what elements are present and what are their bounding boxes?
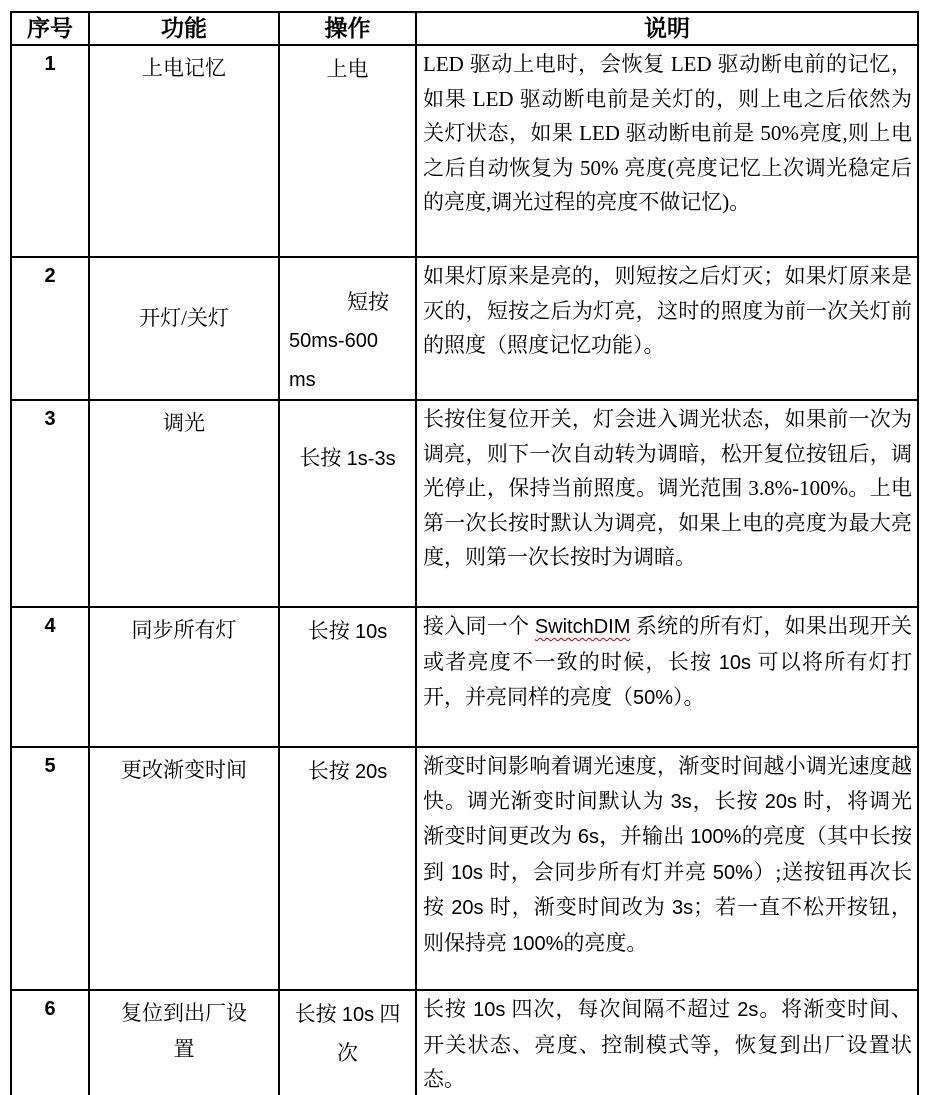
latin-text: 50% — [579, 155, 619, 180]
row2-function: 开灯/关灯 — [89, 257, 279, 400]
latin-text: ms — [289, 369, 316, 391]
function-table — [10, 11, 919, 1095]
row3-description: 长按住复位开关，灯会进入调光状态，如果前一次为调亮，则下一次自动转为调暗，松开复位按钮后，调光停止，保持当前照度。调光范围 3.8%-100%。上电第一次长按时默认为调亮，如果上电的亮度为最大亮度，则第一次长按时为调暗。 — [416, 400, 918, 607]
latin-text: 3s — [671, 897, 694, 920]
row1-function: 上电记忆 — [89, 45, 279, 257]
row3-index: 3 — [11, 400, 89, 607]
row6-function: 复位到出厂设置 — [89, 990, 279, 1095]
latin-text: 3s — [670, 790, 692, 813]
header-operation: 操作 — [279, 12, 416, 45]
table-row — [11, 45, 918, 257]
latin-text: LED — [579, 121, 620, 146]
latin-text: LED — [472, 86, 514, 111]
table-row — [11, 747, 918, 990]
row6-index: 6 — [11, 990, 89, 1095]
row1-operation: 上电 — [279, 45, 416, 257]
latin-text: 50ms-600 — [289, 330, 378, 352]
latin-text: 1s-3s — [346, 448, 396, 470]
latin-text: SwitchDIM — [534, 616, 631, 638]
latin-text: LED — [670, 52, 712, 76]
row6-description: 长按 10s 四次，每次间隔不超过 2s。将渐变时间、开关状态、亮度、控制模式等，恢复到出厂设置状态。 — [416, 990, 918, 1095]
header-row — [11, 12, 918, 45]
row5-description: 渐变时间影响着调光速度，渐变时间越小调光速度越快。调光渐变时间默认为 3s，长按 20s 时，将调光渐变时间更改为 6s，并输出 100%的亮度（其中长按到 10s 时，会同步所有灯并亮 50%）;送按钮再次长按 20s 时，渐变时间改为 3s；若一直不松开按钮，则保持亮 100%的亮度。 — [416, 747, 918, 990]
latin-text: 50% — [633, 687, 674, 710]
row5-index: 5 — [11, 747, 89, 990]
latin-text: 10s — [718, 651, 751, 674]
row4-operation: 长按 10s — [279, 607, 416, 747]
header-index: 序号 — [11, 12, 89, 45]
row2-operation: 短按 50ms-600 ms — [279, 257, 416, 400]
latin-text: 100% — [512, 932, 564, 955]
row5-function: 更改渐变时间 — [89, 747, 279, 990]
latin-text: 3.8%-100% — [748, 476, 849, 501]
row3-function: 调光 — [89, 400, 279, 607]
row4-description: 接入同一个 SwitchDIM 系统的所有灯，如果出现开关或者亮度不一致的时候，长按 10s 可以将所有灯打开，并亮同样的亮度（50%）。 — [416, 607, 918, 747]
table-row — [11, 990, 918, 1095]
header-description: 说明 — [416, 12, 918, 45]
latin-text: 50% — [760, 121, 799, 146]
latin-text: 2s — [737, 999, 759, 1021]
table-row — [11, 400, 918, 607]
latin-text: LED — [423, 52, 464, 76]
latin-text: 10s — [473, 999, 506, 1021]
row4-index: 4 — [11, 607, 89, 747]
row5-operation: 长按 20s — [279, 747, 416, 990]
row1-index: 1 — [11, 45, 89, 257]
row4-function: 同步所有灯 — [89, 607, 279, 747]
latin-text: 6s — [577, 826, 599, 849]
latin-text: 10s — [341, 1004, 375, 1026]
latin-text: 20s — [355, 761, 388, 783]
latin-text: 10s — [450, 861, 484, 884]
latin-text: 20s — [764, 790, 798, 813]
latin-text: 10s — [355, 621, 388, 643]
row1-description: LED 驱动上电时，会恢复 LED 驱动断电前的记忆，如果 LED 驱动断电前是关灯的，则上电之后依然为关灯状态，如果 LED 驱动断电前是 50%亮度,则上电之后自动恢复为 50% 亮度(亮度记忆上次调光稳定后的亮度,调光过程的亮度不做记忆)。 — [416, 45, 918, 257]
latin-text: 50% — [712, 861, 753, 884]
latin-text: 100% — [690, 826, 742, 849]
table-row — [11, 257, 918, 400]
row2-index: 2 — [11, 257, 89, 400]
row2-description: 如果灯原来是亮的，则短按之后灯灭；如果灯原来是灭的，短按之后为灯亮，这时的照度为前一次关灯前的照度（照度记忆功能）。 — [416, 257, 918, 400]
latin-text: 20s — [451, 897, 484, 920]
row3-operation: 长按 1s-3s — [279, 400, 416, 607]
header-function: 功能 — [89, 12, 279, 45]
table-row — [11, 607, 918, 747]
row6-operation: 长按 10s 四次 — [279, 990, 416, 1095]
